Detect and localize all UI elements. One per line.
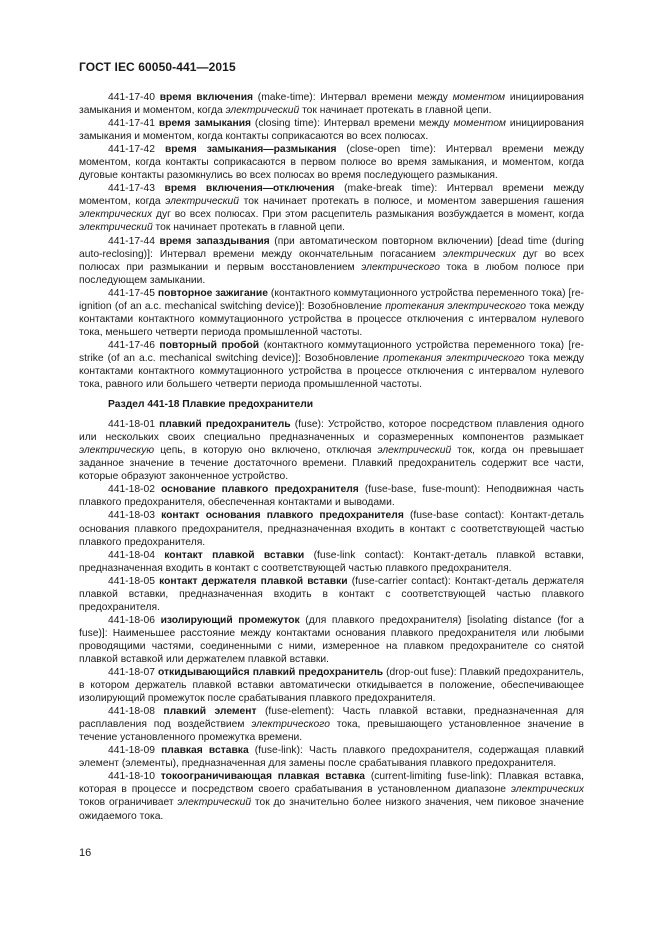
page-number: 16 xyxy=(79,847,92,859)
term-entry xyxy=(79,235,584,287)
section-heading: Раздел 441-18 Плавкие предохранители xyxy=(108,399,314,411)
term-reference: протекания электрического xyxy=(383,352,525,364)
term-name: основание плавкого предохранителя xyxy=(161,484,359,496)
term-definition: (drop-out fuse): Плавкий предохранитель, в котором держатель плавкой вставки автоматически откидывается в положение, обеспечивающее изолирующий промежуток после срабатывания плавкого предохранителя. xyxy=(79,667,584,705)
term-definition: (fuse-link contact): Контакт-деталь плавкой вставки, предназначенная входить в контакт с соответствующей частью плавкого предохранителя. xyxy=(79,549,584,574)
term-definition: ток, когда он превышает заданное значение в течение достаточного времени. Плавкий предохранитель содержит все части, которые образуют законченное устройство. xyxy=(79,445,584,483)
term-name: контакт держателя плавкой вставки xyxy=(159,575,348,587)
term-reference: электрический xyxy=(377,445,452,457)
term-definition: (контактного коммутационного устройства переменного тока) [re-ignition (of an a.c. mechanical switching device)]: Возобновление xyxy=(79,287,584,312)
term-reference: моментом xyxy=(452,92,506,103)
term-name: откидывающийся плавкий предохранитель xyxy=(157,667,384,679)
term-reference: моментом xyxy=(453,118,506,130)
term-reference: электрических xyxy=(510,784,584,796)
term-name: контакт основания плавкого предохранителя xyxy=(161,510,404,522)
term-number: 441-17-46 xyxy=(108,339,155,351)
term-entry xyxy=(79,705,584,744)
term-number: 441-18-10 xyxy=(108,771,155,783)
term-reference: электрических xyxy=(442,248,516,260)
term-definition: (close-open time): Интервал времени между моментом, когда контакты соприкасаются в первом полюсе во время замыкания, и моментом, когда дуговые контакты разомкнулись во всех полюсах во время последующего размыкания. xyxy=(79,144,584,182)
term-definition: дуг во всех полюсах при размыкании и первым восстановлением xyxy=(79,248,584,273)
term-reference: электрический xyxy=(79,222,153,234)
term-entry xyxy=(79,744,584,770)
term-name: плавкий предохранитель xyxy=(159,419,291,431)
term-definition: дуг во всех полюсах. При этом расцепитель размыкания возбуждается в момент, когда xyxy=(152,209,584,221)
term-reference: электрическую xyxy=(79,445,155,457)
term-definition: (fuse-element): Часть плавкой вставки, предназначенная для расплавления под воздействием xyxy=(79,706,584,731)
term-definition: (closing time): Интервал времени между xyxy=(251,118,454,130)
term-entry xyxy=(79,614,584,666)
term-definition: (при автоматическом повторном включении) [dead time (during auto-reclosing)]: Интервал времени между окончательным погасанием xyxy=(79,235,584,260)
term-definition: тока в любом полюсе при последующем замыкании. xyxy=(79,261,584,286)
term-name: повторное зажигание xyxy=(157,287,268,299)
term-number: 441-17-40 xyxy=(108,92,155,103)
term-number: 441-18-04 xyxy=(108,549,155,561)
term-entry xyxy=(79,770,584,822)
term-entry xyxy=(79,549,584,575)
document-header: ГОСТ IEC 60050-441—2015 xyxy=(79,60,236,74)
term-definition: тока между контактами контактного коммутационного устройства в процессе отключения с интервалом нулевого тока, меньшего четверти периода промышленной частоты. xyxy=(79,300,584,338)
term-entry xyxy=(79,117,584,143)
term-number: 441-17-43 xyxy=(108,183,155,195)
term-entry xyxy=(79,339,584,391)
term-name: повторный пробой xyxy=(159,339,260,351)
term-number: 441-18-01 xyxy=(108,419,155,431)
term-number: 441-17-42 xyxy=(108,144,155,156)
term-number: 441-18-02 xyxy=(108,484,155,496)
term-definition: (fuse-carrier contact): Контакт-деталь держателя плавкой вставки, предназначенная входить в контакт с соответствующей частью плавкого предохранителя. xyxy=(79,575,584,613)
entries-441-18 xyxy=(79,418,584,822)
term-definition: (контактного коммутационного устройства переменного тока) [re-strike (of an a.c. mechanical switching device)]: Возобновление xyxy=(79,339,584,364)
entries-441-17 xyxy=(79,91,584,391)
term-definition: (fuse-base contact): Контакт-деталь основания плавкого предохранителя, предназначенная входить в контакт с соответствующей частью плавкого предохранителя. xyxy=(79,510,584,548)
term-entry xyxy=(79,287,584,339)
term-definition: (make-time): Интервал времени между xyxy=(253,92,453,103)
term-definition: инициирования замыкания и моментом, когда xyxy=(79,92,584,117)
term-number: 441-18-07 xyxy=(108,667,155,679)
term-definition: ток начинает протекать в полюсе, и моментом завершения гашения xyxy=(238,196,584,208)
term-entry xyxy=(79,575,584,614)
term-definition: (fuse-base, fuse-mount): Неподвижная часть плавкого предохранителя, обеспеченная контактами и выводами. xyxy=(79,484,584,509)
term-number: 441-18-06 xyxy=(108,614,155,626)
term-reference: электрических xyxy=(79,209,153,221)
term-reference: электрический xyxy=(165,196,239,208)
term-number: 441-18-09 xyxy=(108,745,155,757)
term-definition: ток начинает протекать в главной цепи. xyxy=(152,222,345,234)
term-reference: электрического xyxy=(361,261,440,273)
term-reference: электрического xyxy=(251,719,330,731)
term-definition: (fuse): Устройство, которое посредством плавления одного или нескольких своих специально предназначенных и соразмеренных компонентов размыкает xyxy=(79,419,584,444)
term-reference: электрический xyxy=(225,105,300,117)
term-number: 441-17-45 xyxy=(108,287,155,299)
term-entry xyxy=(79,143,584,182)
term-number: 441-18-03 xyxy=(108,510,155,522)
term-definition: (make-break time): Интервал времени между моментом, когда xyxy=(79,183,584,208)
term-definition: (fuse-link): Часть плавкого предохранителя, содержащая плавкий элемент (элементы), предназначенная для замены после срабатывания плавкого предохранителя. xyxy=(79,745,584,770)
term-definition: тока между контактами контактного коммутационного устройства в процессе отключения с интервалом нулевого тока, равного или большего четверти периода промышленной частоты. xyxy=(79,352,585,391)
term-number: 441-17-41 xyxy=(108,118,155,130)
term-number: 441-18-05 xyxy=(108,575,155,587)
term-entry xyxy=(79,666,584,705)
term-name: время включения—отключения xyxy=(164,183,335,195)
term-name: время включения xyxy=(159,92,254,103)
term-definition: (для плавкого предохранителя) [isolating distance (for a fuse)]: Наименьшее расстояние между контактами основания плавкого предохранителя или любыми проводящими частями, соединенными с ними, измеренное на плавком предохранителе со снятой плавкой вставкой или держателем плавкой вставки. xyxy=(79,614,584,665)
term-reference: электрический xyxy=(177,797,252,809)
term-entry xyxy=(79,182,584,234)
term-entry xyxy=(79,483,584,509)
term-name: изолирующий промежуток xyxy=(160,614,300,626)
term-definition: цепь, в которую оно включено, отключая xyxy=(154,445,378,457)
term-definition: тока, превышающего установленное значение в течение установленного промежутка времени. xyxy=(79,719,585,744)
term-name: время замыкания xyxy=(158,118,252,130)
term-definition: инициирования замыкания и моментом, когда контакты соприкасаются во всех полюсах. xyxy=(79,118,584,143)
term-number: 441-18-08 xyxy=(108,706,155,718)
term-name: плавкий элемент xyxy=(163,706,257,718)
term-reference: протекания электрического xyxy=(385,300,526,312)
term-definition: токов ограничивает xyxy=(79,797,178,809)
document-body xyxy=(79,91,584,823)
term-number: 441-17-44 xyxy=(108,235,155,247)
term-name: плавкая вставка xyxy=(161,745,249,757)
term-definition: ток начинает протекать в главной цепи. xyxy=(299,105,492,117)
term-entry xyxy=(79,91,584,117)
term-name: время запаздывания xyxy=(159,235,270,247)
term-definition: (current-limiting fuse-link): Плавкая вставка, которая в процессе и посредством своего срабатывания в установленном диапазоне xyxy=(79,771,584,796)
term-name: токоограничивающая плавкая вставка xyxy=(160,771,366,783)
term-name: контакт плавкой вставки xyxy=(164,549,305,561)
term-entry xyxy=(79,418,584,483)
term-definition: ток до значительно более низкого значения, чем пиковое значение ожидаемого тока. xyxy=(79,797,584,822)
term-name: время замыкания—размыкания xyxy=(164,144,337,156)
term-entry xyxy=(79,509,584,548)
